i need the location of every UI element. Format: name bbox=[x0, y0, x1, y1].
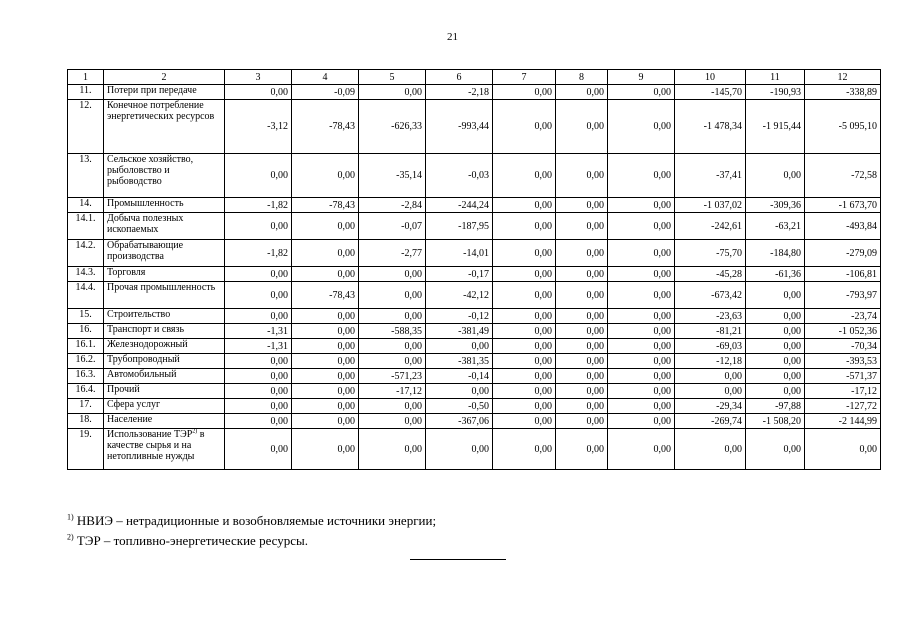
value-cell: -5 095,10 bbox=[805, 100, 881, 154]
row-name-text: Добыча полезных ископаемых bbox=[107, 213, 184, 235]
value-cell: -145,70 bbox=[675, 85, 746, 100]
value-cell: 0,00 bbox=[426, 429, 493, 470]
value-cell: 0,00 bbox=[556, 429, 608, 470]
row-code: 13. bbox=[68, 154, 104, 198]
value-cell: -1,31 bbox=[225, 339, 292, 354]
value-cell: 0,00 bbox=[292, 154, 359, 198]
value-cell: 0,00 bbox=[292, 240, 359, 267]
value-cell: 0,00 bbox=[556, 354, 608, 369]
value-cell: 0,00 bbox=[608, 213, 675, 240]
value-cell: -1 673,70 bbox=[805, 198, 881, 213]
row-name-text: Сфера услуг bbox=[107, 399, 161, 410]
table-row bbox=[68, 240, 881, 267]
value-cell: 0,00 bbox=[493, 429, 556, 470]
row-code: 19. bbox=[68, 429, 104, 470]
value-cell: -69,03 bbox=[675, 339, 746, 354]
value-cell: 0,00 bbox=[493, 282, 556, 309]
value-cell: 0,00 bbox=[493, 384, 556, 399]
value-cell: 0,00 bbox=[493, 198, 556, 213]
row-name bbox=[104, 100, 225, 154]
value-cell: -269,74 bbox=[675, 414, 746, 429]
row-name bbox=[104, 414, 225, 429]
table-header-row bbox=[68, 70, 881, 85]
row-name bbox=[104, 369, 225, 384]
value-cell: 0,00 bbox=[608, 324, 675, 339]
value-cell: 0,00 bbox=[225, 282, 292, 309]
value-cell: -242,61 bbox=[675, 213, 746, 240]
row-name bbox=[104, 85, 225, 100]
table-row bbox=[68, 198, 881, 213]
value-cell: -571,23 bbox=[359, 369, 426, 384]
footnote-mark: 1) bbox=[67, 512, 74, 522]
value-cell: 0,00 bbox=[675, 384, 746, 399]
table-row bbox=[68, 213, 881, 240]
value-cell: -3,12 bbox=[225, 100, 292, 154]
row-name-text: Транспорт и связь bbox=[107, 324, 185, 335]
value-cell: -626,33 bbox=[359, 100, 426, 154]
value-cell: 0,00 bbox=[608, 354, 675, 369]
column-header: 2 bbox=[104, 70, 225, 85]
table-row bbox=[68, 85, 881, 100]
value-cell: -81,21 bbox=[675, 324, 746, 339]
row-code: 12. bbox=[68, 100, 104, 154]
row-name-text: Прочая промышленность bbox=[107, 282, 216, 293]
value-cell: 0,00 bbox=[225, 429, 292, 470]
value-cell: 0,00 bbox=[493, 414, 556, 429]
value-cell: 0,00 bbox=[675, 369, 746, 384]
value-cell: 0,00 bbox=[746, 369, 805, 384]
row-code: 16.3. bbox=[68, 369, 104, 384]
row-code: 14. bbox=[68, 198, 104, 213]
page-number: 21 bbox=[447, 31, 458, 43]
footnote-ter bbox=[67, 531, 436, 551]
row-name bbox=[104, 282, 225, 309]
value-cell: -244,24 bbox=[426, 198, 493, 213]
value-cell: 0,00 bbox=[292, 414, 359, 429]
value-cell: 0,00 bbox=[292, 369, 359, 384]
value-cell: 0,00 bbox=[805, 429, 881, 470]
value-cell: -23,63 bbox=[675, 309, 746, 324]
value-cell: -1 037,02 bbox=[675, 198, 746, 213]
value-cell: -0,09 bbox=[292, 85, 359, 100]
row-code: 16.2. bbox=[68, 354, 104, 369]
value-cell: -78,43 bbox=[292, 100, 359, 154]
value-cell: -78,43 bbox=[292, 198, 359, 213]
value-cell: -1 052,36 bbox=[805, 324, 881, 339]
value-cell: -78,43 bbox=[292, 282, 359, 309]
row-name bbox=[104, 384, 225, 399]
value-cell: 0,00 bbox=[556, 384, 608, 399]
value-cell: -2,18 bbox=[426, 85, 493, 100]
value-cell: 0,00 bbox=[225, 369, 292, 384]
row-name-text: Прочий bbox=[107, 384, 140, 395]
table-row bbox=[68, 324, 881, 339]
table-row bbox=[68, 100, 881, 154]
value-cell: 0,00 bbox=[608, 198, 675, 213]
row-name bbox=[104, 240, 225, 267]
value-cell: -1,82 bbox=[225, 240, 292, 267]
value-cell: -2,84 bbox=[359, 198, 426, 213]
value-cell: -1 915,44 bbox=[746, 100, 805, 154]
value-cell: 0,00 bbox=[292, 339, 359, 354]
row-name-text: Автомобильный bbox=[107, 369, 177, 380]
column-header: 8 bbox=[556, 70, 608, 85]
value-cell: -2 144,99 bbox=[805, 414, 881, 429]
value-cell: 0,00 bbox=[225, 309, 292, 324]
table-row bbox=[68, 429, 881, 470]
value-cell: 0,00 bbox=[225, 384, 292, 399]
value-cell: -63,21 bbox=[746, 213, 805, 240]
row-name-text: Население bbox=[107, 414, 153, 425]
value-cell: -381,49 bbox=[426, 324, 493, 339]
value-cell: 0,00 bbox=[225, 414, 292, 429]
value-cell: 0,00 bbox=[746, 154, 805, 198]
row-code: 17. bbox=[68, 399, 104, 414]
energy-balance-table bbox=[67, 69, 881, 470]
value-cell: 0,00 bbox=[225, 154, 292, 198]
row-name bbox=[104, 399, 225, 414]
value-cell: 0,00 bbox=[608, 85, 675, 100]
value-cell: 0,00 bbox=[225, 85, 292, 100]
value-cell: 0,00 bbox=[746, 354, 805, 369]
table-row bbox=[68, 267, 881, 282]
column-header: 4 bbox=[292, 70, 359, 85]
value-cell: 0,00 bbox=[493, 154, 556, 198]
value-cell: -493,84 bbox=[805, 213, 881, 240]
table-row bbox=[68, 414, 881, 429]
value-cell: 0,00 bbox=[426, 339, 493, 354]
value-cell: -0,12 bbox=[426, 309, 493, 324]
row-name bbox=[104, 354, 225, 369]
row-code: 16.1. bbox=[68, 339, 104, 354]
value-cell: -0,50 bbox=[426, 399, 493, 414]
value-cell: 0,00 bbox=[359, 429, 426, 470]
value-cell: -29,34 bbox=[675, 399, 746, 414]
row-name-text: Конечное потребление энергетических ресурсов bbox=[107, 100, 215, 122]
row-code: 11. bbox=[68, 85, 104, 100]
row-code: 16.4. bbox=[68, 384, 104, 399]
row-name-text: Торговля bbox=[107, 267, 146, 278]
value-cell: 0,00 bbox=[746, 309, 805, 324]
value-cell: 0,00 bbox=[556, 154, 608, 198]
value-cell: -0,17 bbox=[426, 267, 493, 282]
value-cell: 0,00 bbox=[608, 414, 675, 429]
value-cell: 0,00 bbox=[556, 240, 608, 267]
value-cell: 0,00 bbox=[556, 369, 608, 384]
value-cell: 0,00 bbox=[359, 399, 426, 414]
value-cell: 0,00 bbox=[292, 429, 359, 470]
value-cell: 0,00 bbox=[359, 309, 426, 324]
row-name-text: Промышленность bbox=[107, 198, 184, 209]
value-cell: 0,00 bbox=[746, 339, 805, 354]
value-cell: -42,12 bbox=[426, 282, 493, 309]
value-cell: 0,00 bbox=[608, 399, 675, 414]
row-name-text: Трубопроводный bbox=[107, 354, 180, 365]
footnote-reference: 2) bbox=[192, 428, 198, 435]
value-cell: -184,80 bbox=[746, 240, 805, 267]
value-cell: 0,00 bbox=[493, 324, 556, 339]
value-cell: 0,00 bbox=[556, 213, 608, 240]
column-header: 12 bbox=[805, 70, 881, 85]
column-header: 6 bbox=[426, 70, 493, 85]
value-cell: 0,00 bbox=[292, 267, 359, 282]
value-cell: 0,00 bbox=[608, 240, 675, 267]
value-cell: -37,41 bbox=[675, 154, 746, 198]
row-code: 16. bbox=[68, 324, 104, 339]
column-header: 10 bbox=[675, 70, 746, 85]
value-cell: -0,14 bbox=[426, 369, 493, 384]
value-cell: -187,95 bbox=[426, 213, 493, 240]
value-cell: 0,00 bbox=[359, 267, 426, 282]
row-name bbox=[104, 154, 225, 198]
value-cell: -571,37 bbox=[805, 369, 881, 384]
value-cell: 0,00 bbox=[556, 198, 608, 213]
value-cell: 0,00 bbox=[556, 414, 608, 429]
value-cell: 0,00 bbox=[556, 282, 608, 309]
row-code: 14.2. bbox=[68, 240, 104, 267]
value-cell: 0,00 bbox=[608, 339, 675, 354]
value-cell: 0,00 bbox=[556, 100, 608, 154]
value-cell: -309,36 bbox=[746, 198, 805, 213]
value-cell: 0,00 bbox=[608, 384, 675, 399]
value-cell: -0,07 bbox=[359, 213, 426, 240]
row-code: 14.3. bbox=[68, 267, 104, 282]
value-cell: 0,00 bbox=[493, 354, 556, 369]
row-name bbox=[104, 213, 225, 240]
table-row bbox=[68, 282, 881, 309]
footnote-text: ТЭР – топливно-энергетические ресурсы. bbox=[73, 533, 309, 548]
row-name bbox=[104, 429, 225, 470]
value-cell: -45,28 bbox=[675, 267, 746, 282]
value-cell: -127,72 bbox=[805, 399, 881, 414]
value-cell: -35,14 bbox=[359, 154, 426, 198]
table-row bbox=[68, 354, 881, 369]
value-cell: -12,18 bbox=[675, 354, 746, 369]
column-header: 3 bbox=[225, 70, 292, 85]
value-cell: 0,00 bbox=[556, 324, 608, 339]
value-cell: -1 508,20 bbox=[746, 414, 805, 429]
value-cell: 0,00 bbox=[556, 339, 608, 354]
value-cell: 0,00 bbox=[608, 282, 675, 309]
value-cell: 0,00 bbox=[608, 309, 675, 324]
value-cell: 0,00 bbox=[292, 354, 359, 369]
row-name-continuation: в качестве сырья и на нетопливные нужды bbox=[107, 429, 205, 462]
value-cell: -793,97 bbox=[805, 282, 881, 309]
value-cell: -367,06 bbox=[426, 414, 493, 429]
value-cell: 0,00 bbox=[608, 267, 675, 282]
row-name-text: Строительство bbox=[107, 309, 171, 320]
value-cell: 0,00 bbox=[292, 309, 359, 324]
footnote-text: НВИЭ – нетрадиционные и возобновляемые источники энергии; bbox=[73, 513, 437, 528]
value-cell: -0,03 bbox=[426, 154, 493, 198]
value-cell: 0,00 bbox=[608, 429, 675, 470]
value-cell: -1,31 bbox=[225, 324, 292, 339]
value-cell: 0,00 bbox=[608, 100, 675, 154]
value-cell: 0,00 bbox=[493, 339, 556, 354]
value-cell: 0,00 bbox=[359, 282, 426, 309]
value-cell: 0,00 bbox=[493, 267, 556, 282]
value-cell: -338,89 bbox=[805, 85, 881, 100]
table-row bbox=[68, 384, 881, 399]
table-row bbox=[68, 399, 881, 414]
value-cell: 0,00 bbox=[292, 324, 359, 339]
value-cell: 0,00 bbox=[493, 309, 556, 324]
value-cell: 0,00 bbox=[292, 213, 359, 240]
footnote-mark: 2) bbox=[67, 532, 74, 542]
column-header: 5 bbox=[359, 70, 426, 85]
row-code: 14.4. bbox=[68, 282, 104, 309]
value-cell: 0,00 bbox=[292, 384, 359, 399]
value-cell: 0,00 bbox=[746, 384, 805, 399]
footnotes bbox=[67, 511, 436, 551]
value-cell: 0,00 bbox=[675, 429, 746, 470]
value-cell: 0,00 bbox=[493, 100, 556, 154]
value-cell: 0,00 bbox=[556, 267, 608, 282]
column-header: 9 bbox=[608, 70, 675, 85]
value-cell: -279,09 bbox=[805, 240, 881, 267]
value-cell: -2,77 bbox=[359, 240, 426, 267]
value-cell: 0,00 bbox=[225, 267, 292, 282]
row-name bbox=[104, 324, 225, 339]
value-cell: -17,12 bbox=[805, 384, 881, 399]
row-name bbox=[104, 267, 225, 282]
value-cell: -14,01 bbox=[426, 240, 493, 267]
value-cell: -97,88 bbox=[746, 399, 805, 414]
value-cell: -17,12 bbox=[359, 384, 426, 399]
value-cell: 0,00 bbox=[746, 429, 805, 470]
value-cell: 0,00 bbox=[608, 154, 675, 198]
value-cell: 0,00 bbox=[493, 240, 556, 267]
value-cell: -588,35 bbox=[359, 324, 426, 339]
value-cell: 0,00 bbox=[426, 384, 493, 399]
value-cell: 0,00 bbox=[493, 369, 556, 384]
row-name-text: Железнодорожный bbox=[107, 339, 188, 350]
table-row bbox=[68, 339, 881, 354]
row-code: 18. bbox=[68, 414, 104, 429]
value-cell: -993,44 bbox=[426, 100, 493, 154]
value-cell: 0,00 bbox=[746, 282, 805, 309]
row-name-text: Потери при передаче bbox=[107, 85, 197, 96]
value-cell: -1 478,34 bbox=[675, 100, 746, 154]
value-cell: 0,00 bbox=[608, 369, 675, 384]
value-cell: 0,00 bbox=[225, 354, 292, 369]
table-row bbox=[68, 369, 881, 384]
value-cell: 0,00 bbox=[359, 339, 426, 354]
value-cell: 0,00 bbox=[359, 354, 426, 369]
row-code: 14.1. bbox=[68, 213, 104, 240]
value-cell: 0,00 bbox=[556, 399, 608, 414]
value-cell: 0,00 bbox=[225, 213, 292, 240]
value-cell: -70,34 bbox=[805, 339, 881, 354]
value-cell: 0,00 bbox=[556, 85, 608, 100]
value-cell: -673,42 bbox=[675, 282, 746, 309]
value-cell: 0,00 bbox=[359, 85, 426, 100]
value-cell: 0,00 bbox=[493, 213, 556, 240]
value-cell: 0,00 bbox=[556, 309, 608, 324]
footnote-nvie bbox=[67, 511, 436, 531]
row-name bbox=[104, 198, 225, 213]
value-cell: 0,00 bbox=[292, 399, 359, 414]
value-cell: 0,00 bbox=[493, 85, 556, 100]
value-cell: -61,36 bbox=[746, 267, 805, 282]
value-cell: 0,00 bbox=[359, 414, 426, 429]
value-cell: 0,00 bbox=[493, 399, 556, 414]
row-code: 15. bbox=[68, 309, 104, 324]
value-cell: -1,82 bbox=[225, 198, 292, 213]
table-row bbox=[68, 154, 881, 198]
value-cell: -190,93 bbox=[746, 85, 805, 100]
end-divider bbox=[410, 559, 506, 560]
column-header: 11 bbox=[746, 70, 805, 85]
row-name-text: Обрабатывающие производства bbox=[107, 240, 184, 262]
value-cell: -393,53 bbox=[805, 354, 881, 369]
value-cell: -106,81 bbox=[805, 267, 881, 282]
row-name bbox=[104, 309, 225, 324]
value-cell: -381,35 bbox=[426, 354, 493, 369]
value-cell: 0,00 bbox=[746, 324, 805, 339]
row-name bbox=[104, 339, 225, 354]
value-cell: -75,70 bbox=[675, 240, 746, 267]
value-cell: -72,58 bbox=[805, 154, 881, 198]
value-cell: 0,00 bbox=[225, 399, 292, 414]
row-name-text: Использование ТЭР bbox=[107, 429, 193, 440]
table-row bbox=[68, 309, 881, 324]
column-header: 7 bbox=[493, 70, 556, 85]
value-cell: -23,74 bbox=[805, 309, 881, 324]
column-header: 1 bbox=[68, 70, 104, 85]
row-name-text: Сельское хозяйство, рыболовство и рыбоводство bbox=[107, 154, 194, 187]
